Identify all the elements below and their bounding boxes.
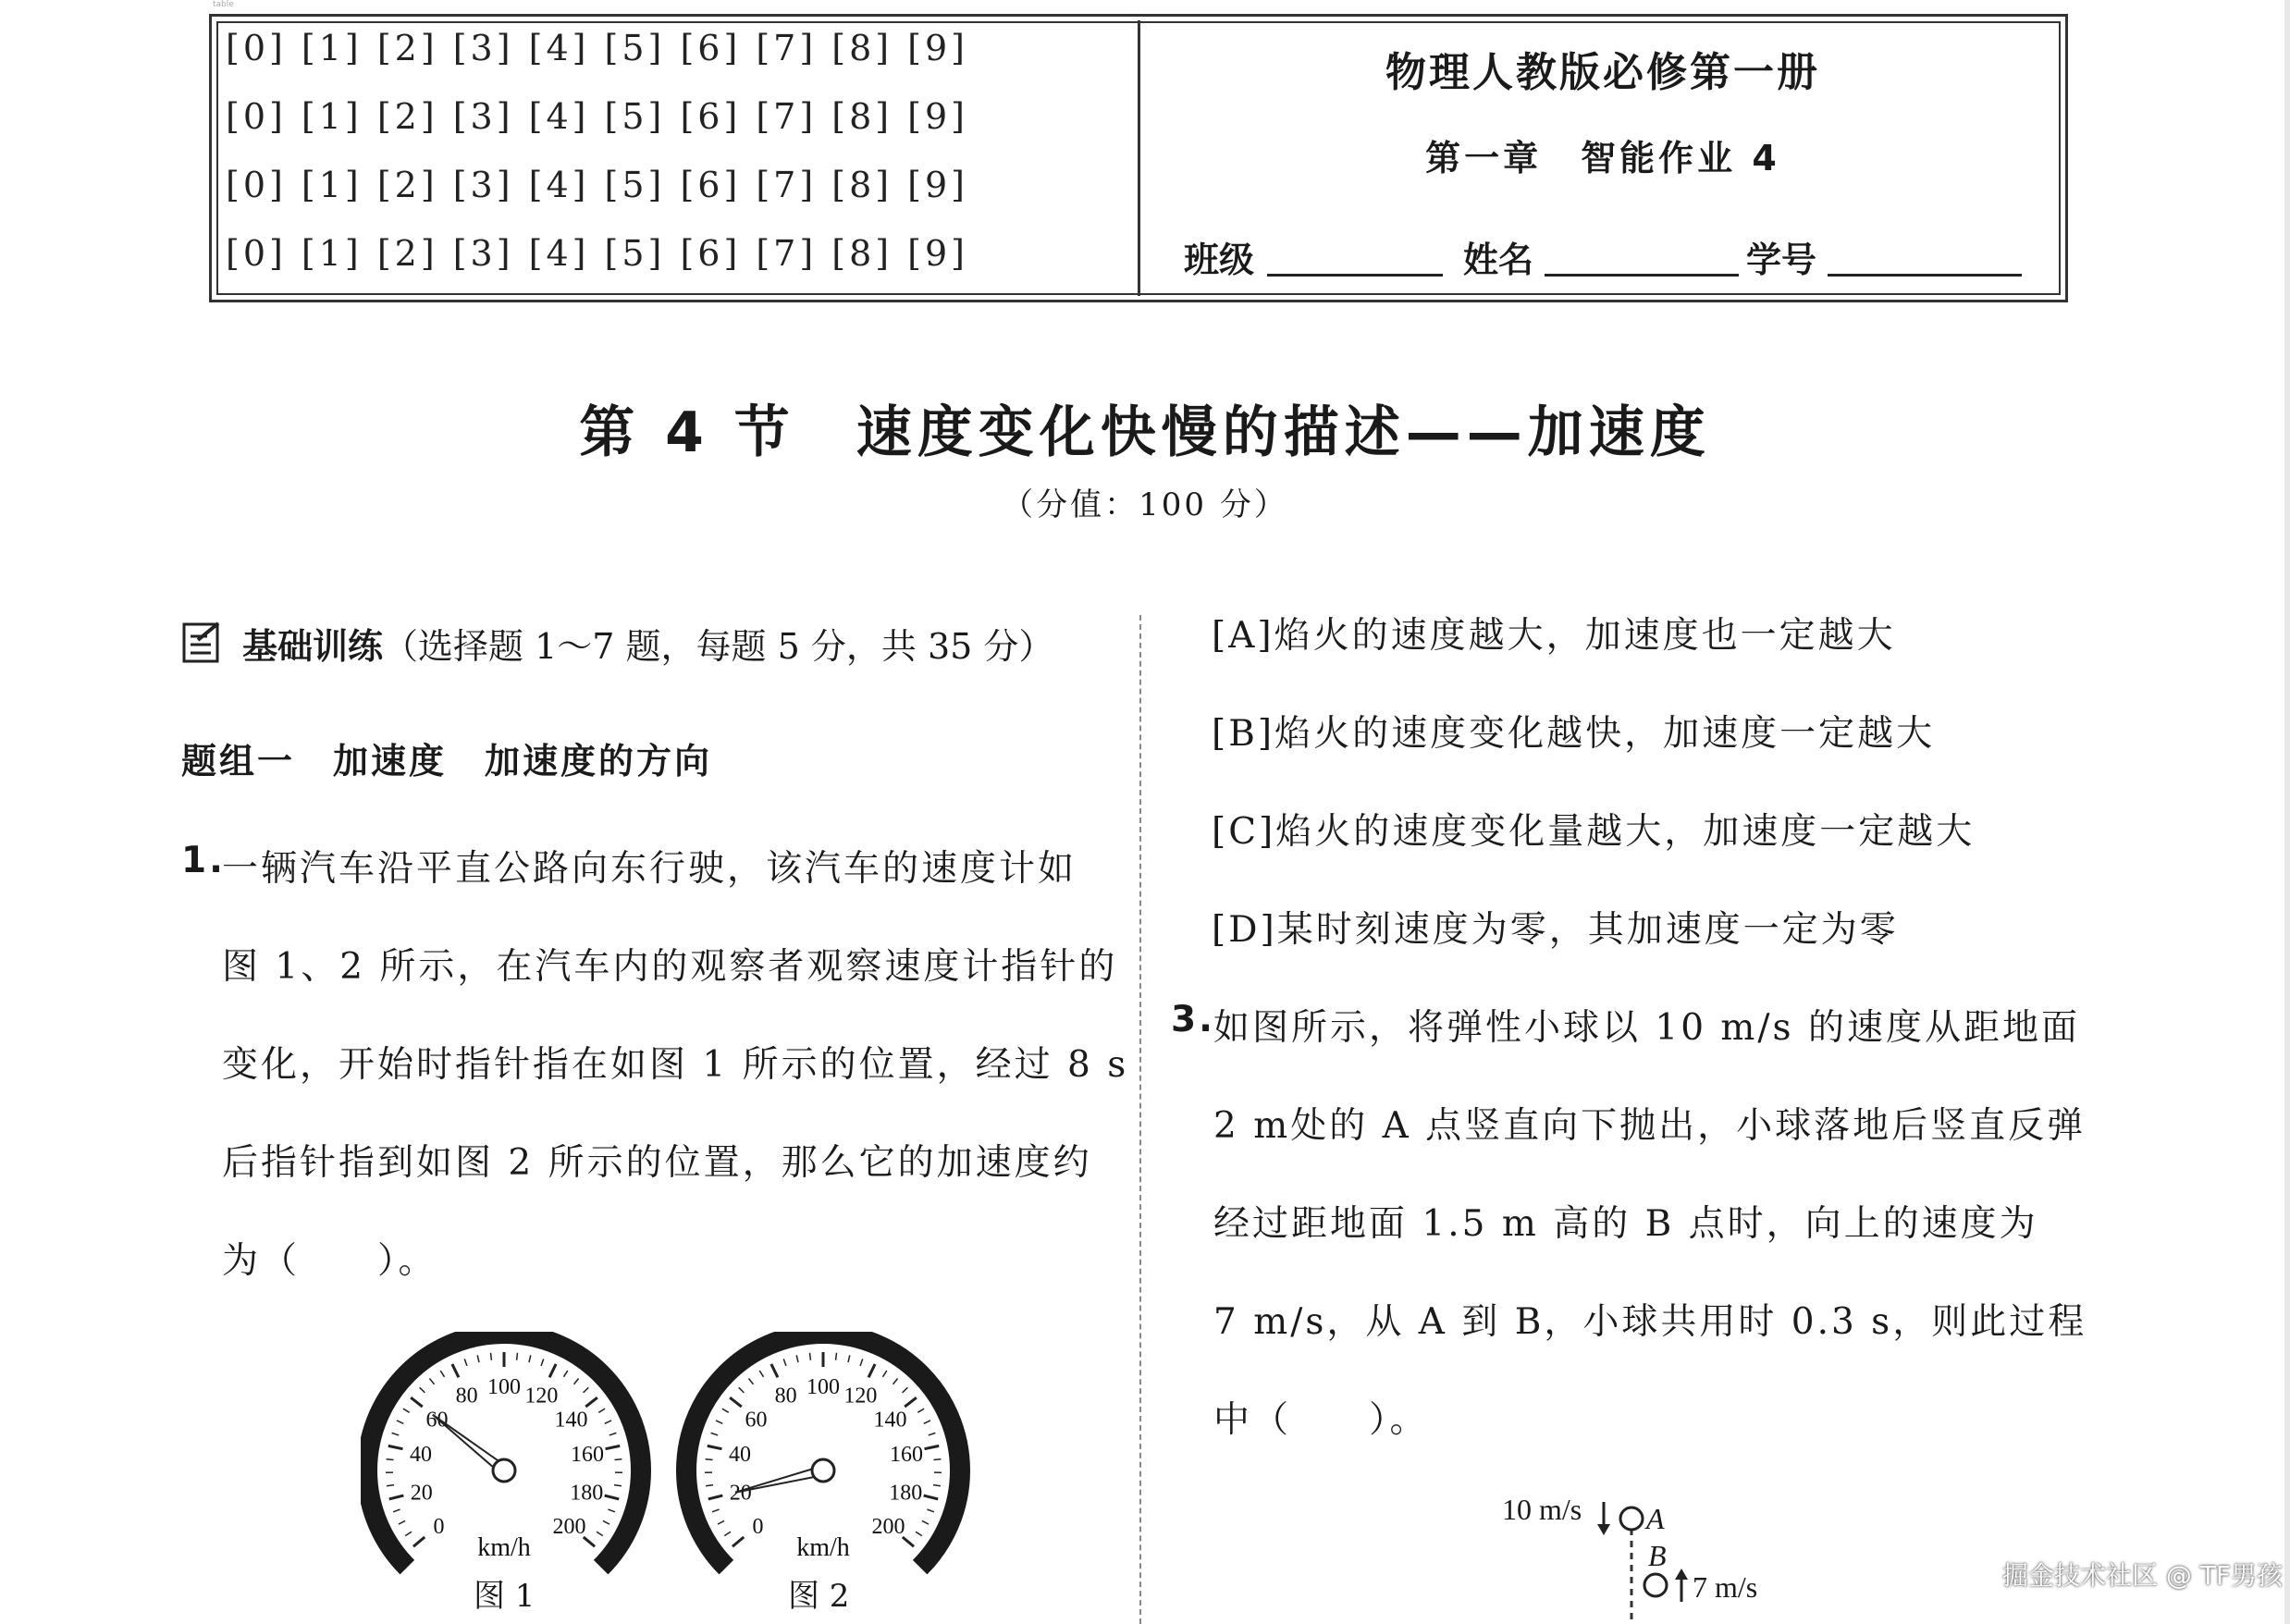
gauge-tick-label: 40 xyxy=(410,1442,433,1467)
gauge-tick xyxy=(848,1355,850,1362)
gauge-tick-label: 40 xyxy=(729,1442,752,1467)
column-divider xyxy=(1139,615,1141,1624)
question-text-line: 2 m处的 A 点竖直向下抛出，小球落地后竖直反弹 xyxy=(1213,1105,2087,1147)
question-number: 1. xyxy=(181,840,226,881)
speedometer-1 xyxy=(367,1334,641,1568)
name-label: 姓名 xyxy=(1463,240,1534,280)
question-text-line: 如图所示，将弹性小球以 10 m/s 的速度从距地面 xyxy=(1213,1007,2080,1049)
gauge-tick xyxy=(724,1532,731,1535)
gauge-tick xyxy=(796,1355,798,1362)
question-group-title: 题组一 加速度 加速度的方向 xyxy=(181,741,713,781)
gauge-tick xyxy=(739,1387,745,1393)
figure-1-caption: 图 1 xyxy=(474,1578,536,1615)
gauge-tick-label: 200 xyxy=(552,1515,586,1540)
up-arrow-head xyxy=(1675,1569,1688,1580)
gauge-tick xyxy=(387,1459,394,1460)
gauge-tick-label: 20 xyxy=(729,1481,752,1506)
question-text-line: 7 m/s，从 A 到 B，小球共用时 0.3 s，则此过程 xyxy=(1213,1301,2087,1343)
gauge-tick xyxy=(882,1371,886,1377)
gauge-tick xyxy=(759,1371,763,1377)
gauge-tick xyxy=(440,1371,444,1377)
gauge-tick xyxy=(730,1397,742,1407)
gauge-tick xyxy=(389,1495,404,1499)
student-id-digit-row[interactable]: [0] [1] [2] [3] [4] [5] [6] [7] [8] [9] xyxy=(226,165,968,205)
speedometer-figures xyxy=(361,1332,1027,1591)
basic-training-heading xyxy=(242,618,1053,669)
class-field[interactable] xyxy=(1267,274,1443,277)
question-text-line: 一辆汽车沿平直公路向东行驶，该汽车的速度计如 xyxy=(222,848,1077,890)
option-c[interactable]: [C]焰火的速度变化量越大，加速度一定越大 xyxy=(1212,811,1976,853)
gauge-tick xyxy=(464,1359,467,1366)
gauge-tick xyxy=(429,1379,434,1384)
gauge-tick xyxy=(549,1364,556,1377)
option-b[interactable]: [B]焰火的速度变化越快，加速度一定越大 xyxy=(1212,713,1936,755)
gauge-tick xyxy=(929,1433,936,1435)
gauge-tick xyxy=(574,1379,579,1384)
gauge-tick xyxy=(584,1387,589,1393)
gauge-tick xyxy=(868,1364,875,1377)
gauge-tick-label: 140 xyxy=(873,1408,907,1433)
gauge-tick xyxy=(608,1509,614,1512)
gauge-tick xyxy=(712,1509,719,1512)
watermark: 掘金技术社区 @ TF男孩 xyxy=(2002,1560,2284,1591)
gauge-tick xyxy=(708,1495,723,1499)
student-id-field[interactable] xyxy=(1828,274,2022,277)
gauge-tick xyxy=(708,1446,722,1448)
gauge-tick xyxy=(924,1495,939,1499)
rebound-velocity-label: 7 m/s xyxy=(1693,1570,1758,1604)
section-title: 第 4 节 速度变化快慢的描述——加速度 xyxy=(579,400,1711,465)
gauge-tick-label: 180 xyxy=(889,1481,923,1506)
gauge-tick xyxy=(810,1353,811,1360)
gauge-tick-label: 80 xyxy=(455,1384,478,1409)
gauge-tick xyxy=(933,1459,941,1460)
total-score: （分值：100 分） xyxy=(1002,486,1288,523)
gauge-tick-label: 120 xyxy=(843,1384,878,1409)
gauge-unit: km/h xyxy=(796,1533,850,1562)
gauge-tick xyxy=(606,1446,621,1448)
gauge-tick-label: 60 xyxy=(745,1408,768,1433)
gauge-tick-label: 0 xyxy=(752,1515,764,1540)
gauge-tick xyxy=(405,1532,412,1535)
gauge-tick xyxy=(706,1485,713,1486)
gauge-tick xyxy=(603,1520,609,1524)
gauge-tick-label: 60 xyxy=(425,1408,449,1433)
gauge-tick xyxy=(397,1421,403,1423)
gauge-tick-label: 180 xyxy=(570,1481,604,1506)
basic-training-detail: （选择题 1～7 题，每题 5 分，共 35 分） xyxy=(383,626,1054,667)
gauge-tick xyxy=(783,1359,786,1366)
question-text-line: 图 1、2 所示，在汽车内的观察者观察速度计指针的 xyxy=(222,946,1118,988)
figure-2-caption: 图 2 xyxy=(788,1578,850,1615)
question-text-line: 经过距地面 1.5 m 高的 B 点时，向上的速度为 xyxy=(1213,1203,2038,1245)
gauge-tick xyxy=(403,1409,410,1412)
gauge-tick xyxy=(597,1532,603,1535)
gauge-tick xyxy=(933,1485,941,1486)
chapter-subtitle: 第一章 智能作业 4 xyxy=(1425,138,1780,178)
down-arrow-head xyxy=(1597,1524,1610,1535)
gauge-tick xyxy=(598,1409,605,1412)
tiny-label: table xyxy=(213,0,234,9)
gauge-tick xyxy=(706,1459,713,1460)
gauge-tick-label: 140 xyxy=(554,1408,588,1433)
gauge-tick xyxy=(392,1433,400,1435)
gauge-tick xyxy=(748,1379,753,1384)
gauge-tick xyxy=(771,1364,778,1377)
student-id-digit-row[interactable]: [0] [1] [2] [3] [4] [5] [6] [7] [8] [9] xyxy=(226,233,968,274)
gauge-tick xyxy=(388,1446,403,1448)
student-id-label: 学号 xyxy=(1746,240,1817,280)
gauge-tick xyxy=(399,1520,405,1524)
student-id-digit-row[interactable]: [0] [1] [2] [3] [4] [5] [6] [7] [8] [9] xyxy=(226,28,968,68)
gauge-tick xyxy=(925,1446,940,1448)
option-a[interactable]: [A]焰火的速度越大，加速度也一定越大 xyxy=(1212,615,1896,657)
gauge-tick xyxy=(903,1387,908,1393)
gauge-tick xyxy=(893,1379,898,1384)
gauge-tick xyxy=(722,1409,729,1412)
gauge-tick xyxy=(905,1397,917,1407)
book-title: 物理人教版必修第一册 xyxy=(1385,49,1820,96)
point-b-label: B xyxy=(1648,1539,1667,1572)
gauge-tick xyxy=(491,1353,492,1360)
gauge-tick xyxy=(411,1397,423,1407)
gauge-tick-label: 100 xyxy=(806,1375,840,1399)
gauge-tick xyxy=(413,1537,425,1546)
gauge-tick-label: 0 xyxy=(433,1515,445,1540)
question-text-line: 变化，开始时指针指在如图 1 所示的位置，经过 8 s xyxy=(222,1044,1129,1086)
gauge-hub xyxy=(812,1459,834,1482)
gauge-tick xyxy=(836,1353,837,1360)
gauge-tick-label: 160 xyxy=(570,1442,604,1467)
question-number: 3. xyxy=(1171,999,1215,1040)
gauge-tick xyxy=(563,1371,567,1377)
gauge-tick xyxy=(541,1359,544,1366)
gauge-tick-label: 100 xyxy=(487,1375,521,1399)
name-field[interactable] xyxy=(1545,274,1739,277)
question-text-line: 中（ ）。 xyxy=(1213,1399,1429,1441)
gauge-tick xyxy=(387,1485,394,1486)
ball-at-a xyxy=(1620,1507,1643,1530)
question-text-line: 后指针指到如图 2 所示的位置，那么它的加速度约 xyxy=(222,1142,1092,1184)
gauge-tick xyxy=(585,1397,597,1407)
gauge-tick xyxy=(529,1355,531,1362)
option-d[interactable]: [D]某时刻速度为零，其加速度一定为零 xyxy=(1212,909,1899,951)
page-edge xyxy=(2284,0,2290,1624)
gauge-tick xyxy=(711,1433,719,1435)
gauge-tick xyxy=(452,1364,459,1377)
pencil-paper-icon xyxy=(181,621,224,668)
gauge-tick xyxy=(916,1532,922,1535)
gauge-tick xyxy=(716,1421,722,1423)
point-a-label: A xyxy=(1646,1502,1665,1535)
gauge-tick xyxy=(605,1495,620,1499)
gauge-tick xyxy=(927,1509,933,1512)
gauge-tick xyxy=(517,1353,518,1360)
gauge-tick xyxy=(733,1537,744,1546)
gauge-tick xyxy=(477,1355,479,1362)
gauge-tick xyxy=(860,1359,863,1366)
gauge-tick xyxy=(924,1421,930,1423)
basic-training-label: 基础训练 xyxy=(242,626,384,667)
gauge-tick-label: 200 xyxy=(871,1515,905,1540)
gauge-tick-label: 80 xyxy=(774,1384,797,1409)
gauge-tick-label: 120 xyxy=(524,1384,559,1409)
gauge-tick xyxy=(614,1485,622,1486)
gauge-tick-label: 20 xyxy=(410,1481,433,1506)
gauge-hub xyxy=(493,1459,515,1482)
gauge-tick xyxy=(605,1421,611,1423)
class-label: 班级 xyxy=(1184,240,1255,280)
speedometer-2 xyxy=(686,1334,960,1568)
ball-at-b xyxy=(1644,1574,1667,1596)
student-id-digit-row[interactable]: [0] [1] [2] [3] [4] [5] [6] [7] [8] [9] xyxy=(226,96,968,137)
gauge-tick xyxy=(614,1459,622,1460)
gauge-tick xyxy=(922,1520,929,1524)
gauge-tick-label: 160 xyxy=(889,1442,923,1467)
gauge-tick xyxy=(420,1387,425,1393)
gauge-unit: km/h xyxy=(477,1533,531,1562)
gauge-tick xyxy=(718,1520,724,1524)
initial-velocity-label: 10 m/s xyxy=(1502,1493,1582,1526)
header-divider xyxy=(1138,20,1140,296)
question-text-line: 为（ ）。 xyxy=(222,1240,437,1282)
gauge-tick xyxy=(917,1409,924,1412)
gauge-tick xyxy=(393,1509,400,1512)
gauge-tick xyxy=(609,1433,617,1435)
